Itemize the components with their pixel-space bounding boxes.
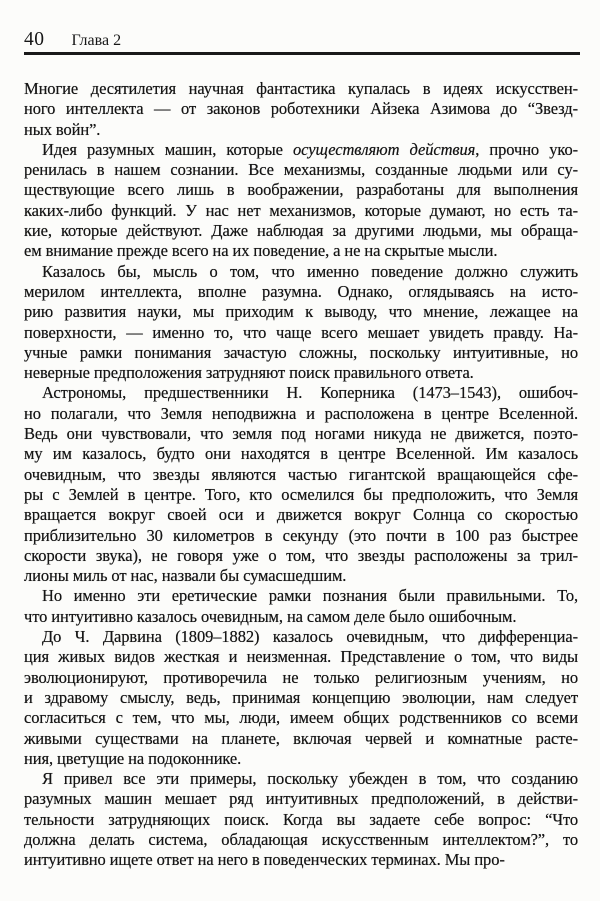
header-rule xyxy=(24,52,580,55)
text-line xyxy=(24,688,578,708)
text-segment: Но именно эти еретические рамки познания были правильными. То, xyxy=(42,586,578,606)
text-line xyxy=(24,810,578,830)
text-line xyxy=(24,404,578,424)
text-line xyxy=(24,363,578,383)
text-segment: мерилом интеллекта, вполне разумна. Однако, оглядываясь на исто- xyxy=(24,281,578,301)
text-segment: каких-либо функций. У нас нет механизмов, которые думают, но есть та- xyxy=(24,200,578,220)
text-segment: До Ч. Дарвина (1809–1882) казалось очевидным, что дифференциа- xyxy=(42,627,578,647)
text-segment: му им казалось, будто они находятся в центре Вселенной. Им казалось xyxy=(24,444,578,464)
text-segment: разумных машин мешает ряд интуитивных предположений, в действи- xyxy=(24,789,578,809)
text-line xyxy=(24,749,578,769)
text-line xyxy=(24,444,578,464)
chapter-label: Глава 2 xyxy=(71,32,122,49)
text-segment: живыми существами на планете, включая червей и комнатные расте- xyxy=(24,728,578,748)
text-line xyxy=(24,383,578,403)
text-line xyxy=(24,343,578,363)
text-segment: скорости звука), не говоря уже о том, что звезды расположены за трил- xyxy=(24,545,578,565)
text-segment: согласиться с тем, что мы, люди, имеем общих родственников со всеми xyxy=(24,708,578,728)
text-line xyxy=(24,586,578,606)
text-line xyxy=(24,221,578,241)
text-line xyxy=(24,830,578,850)
text-line xyxy=(24,99,578,119)
text-segment: ры с Землей в центре. Того, кто осмелился бы предположить, что Земля xyxy=(24,484,578,504)
text-line xyxy=(24,262,578,282)
text-line xyxy=(24,120,578,140)
text-line xyxy=(24,627,578,647)
text-line xyxy=(24,485,578,505)
text-line xyxy=(24,607,578,627)
text-segment: интуитивно ищете ответ на него в поведенческих терминах. Мы про- xyxy=(24,850,505,870)
text-segment: ного интеллекта — от законов роботехники Айзека Азимова до “Звезд- xyxy=(24,99,578,119)
paragraph xyxy=(24,140,578,262)
italic-text: осуществляют действия xyxy=(293,139,476,159)
text-line xyxy=(24,140,578,160)
text-line xyxy=(24,201,578,221)
text-line xyxy=(24,850,578,870)
page-body xyxy=(24,79,578,871)
text-line xyxy=(24,789,578,809)
text-line xyxy=(24,505,578,525)
text-line xyxy=(24,465,578,485)
text-segment: должна делать система, обладающая искусственным интеллектом?”, то xyxy=(24,829,578,849)
text-line xyxy=(24,180,578,200)
text-line xyxy=(24,647,578,667)
paragraph xyxy=(24,79,578,140)
page-number: 40 xyxy=(24,29,45,50)
paragraph xyxy=(24,586,578,627)
text-line xyxy=(24,566,578,586)
text-segment: очевидным, что звезды являются частью гигантской вращающейся сфе- xyxy=(24,464,578,484)
text-segment: Я привел все эти примеры, поскольку убежден в том, что созданию xyxy=(42,769,578,789)
text-line xyxy=(24,282,578,302)
text-line xyxy=(24,79,578,99)
text-segment: ция живых видов жесткая и неизменная. Представление о том, что виды xyxy=(24,647,578,667)
text-segment: эволюционируют, противоречила не только религиозным учениям, но xyxy=(24,667,578,687)
text-line xyxy=(24,708,578,728)
text-segment: приблизительно 30 километров в секунду (это почти в 100 раз быстрее xyxy=(24,525,578,545)
text-segment: , прочно уко- xyxy=(475,139,579,159)
text-segment: лионы миль от нас, назвали бы сумасшедшим. xyxy=(24,566,347,586)
text-segment: ем внимание прежде всего на их поведение, а не на скрытые мысли. xyxy=(24,241,498,261)
text-line xyxy=(24,323,578,343)
text-segment: ществующие всего лишь в воображении, разработаны для выполнения xyxy=(24,180,578,200)
text-line xyxy=(24,241,578,261)
text-segment: рию развития науки, мы приходим к выводу, что мнение, лежащее на xyxy=(24,302,578,322)
text-segment: Ведь они чувствовали, что земля под ногами никуда не движется, поэто- xyxy=(24,424,578,444)
paragraph xyxy=(24,769,578,870)
text-line xyxy=(24,769,578,789)
text-segment: неверные предположения затрудняют поиск правильного ответа. xyxy=(24,363,474,383)
text-segment: Многие десятилетия научная фантастика купалась в идеях искусствен- xyxy=(24,79,578,98)
text-segment: Астрономы, предшественники Н. Коперника (1473–1543), ошибоч- xyxy=(42,383,578,403)
text-segment: вращается вокруг своей оси и движется вокруг Солнца со скоростью xyxy=(24,505,578,525)
text-segment: поверхности, — именно то, что чаще всего мешает увидеть правду. На- xyxy=(24,322,578,342)
text-line xyxy=(24,729,578,749)
text-segment: кие, которые действуют. Даже наблюдая за другими людьми, мы обраща- xyxy=(24,221,578,241)
text-line xyxy=(24,526,578,546)
page-header xyxy=(24,29,580,51)
text-segment: тельности затрудняющих поиск. Когда вы задаете себе вопрос: “Что xyxy=(24,809,578,829)
text-segment: ных войн”. xyxy=(24,119,101,139)
paragraph xyxy=(24,627,578,769)
text-segment: Идея разумных машин, которые xyxy=(42,139,294,159)
text-segment: что интуитивно казалось очевидным, на самом деле было ошибочным. xyxy=(24,606,517,626)
text-segment: ния, цветущие на подоконнике. xyxy=(24,748,242,768)
text-line xyxy=(24,546,578,566)
text-segment: ренилась в нашем сознании. Все механизмы, созданные людьми или су- xyxy=(24,160,578,180)
paragraph xyxy=(24,262,578,384)
text-line xyxy=(24,424,578,444)
text-segment: Казалось бы, мысль о том, что именно поведение должно служить xyxy=(42,261,578,281)
text-segment: учные рамки понимания зачастую сложны, поскольку интуитивные, но xyxy=(24,342,578,362)
text-line xyxy=(24,160,578,180)
text-line xyxy=(24,302,578,322)
paragraph xyxy=(24,383,578,586)
text-segment: и здравому смыслу, ведь, принимая концепцию эволюции, нам следует xyxy=(24,687,578,707)
text-line xyxy=(24,668,578,688)
text-segment: но полагали, что Земля неподвижна и расположена в центре Вселенной. xyxy=(24,403,578,423)
